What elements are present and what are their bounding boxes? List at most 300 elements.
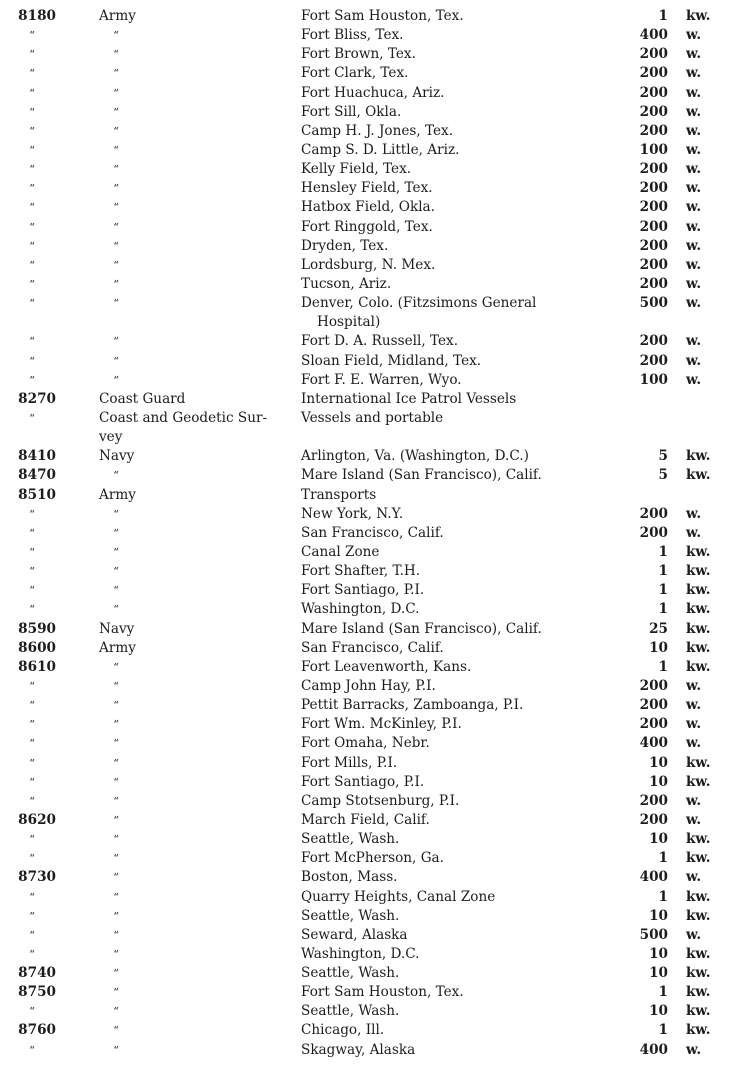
location-cell [301, 294, 591, 332]
frequency-cell: “ [29, 1005, 35, 1019]
table-row [0, 849, 729, 868]
service-text: “ [113, 1024, 119, 1038]
power-value: 200 [639, 46, 668, 63]
power-value: 200 [639, 792, 668, 809]
power-value: 10 [649, 831, 668, 848]
table-row [0, 907, 729, 926]
power-unit: kw. [686, 448, 711, 465]
service-cell [106, 275, 126, 294]
location-cell [301, 543, 591, 562]
location-text: Fort Sam Houston, Tex. [301, 984, 464, 1001]
service-text: “ [113, 833, 119, 847]
service-text: “ [113, 239, 119, 253]
power-value: 200 [639, 65, 668, 82]
power-value: 200 [639, 677, 668, 694]
location-text: Fort Huachuca, Ariz. [301, 84, 445, 101]
frequency-cell: “ [29, 201, 35, 215]
frequency-cell: 8270 [18, 390, 56, 407]
service-text: “ [113, 699, 119, 713]
location-cell [301, 868, 591, 887]
power-unit: w. [686, 352, 702, 369]
frequency-cell: “ [29, 545, 35, 559]
service-cell [106, 849, 126, 868]
service-cell [99, 620, 294, 639]
location-cell [301, 677, 591, 696]
power-unit: w. [686, 811, 702, 828]
location-cell [301, 103, 591, 122]
location-cell [301, 45, 591, 64]
power-value: 200 [639, 237, 668, 254]
frequency-cell: 8590 [18, 620, 56, 637]
table-row [0, 179, 729, 198]
power-value: 200 [639, 275, 668, 292]
location-text: International Ice Patrol Vessels [301, 390, 517, 407]
location-cell [301, 179, 591, 198]
frequency-cell: “ [29, 794, 35, 808]
service-cell [99, 639, 294, 658]
location-cell [301, 1021, 591, 1040]
table-row [0, 64, 729, 83]
service-text: Army [99, 486, 136, 503]
power-unit: w. [686, 505, 702, 522]
power-value: 200 [639, 180, 668, 197]
table-row [0, 256, 729, 275]
location-cell [301, 371, 591, 390]
service-text: “ [113, 660, 119, 674]
table-row [0, 868, 729, 887]
frequency-cell: “ [29, 603, 35, 617]
power-unit: w. [686, 524, 702, 541]
table-row [0, 562, 729, 581]
location-cell [301, 811, 591, 830]
table-row [0, 773, 729, 792]
location-text: Fort Wm. McKinley, P.I. [301, 716, 462, 733]
location-text: Fort Santiago, P.I. [301, 773, 425, 790]
power-unit: w. [686, 46, 702, 63]
frequency-cell: 8730 [18, 869, 56, 886]
power-value: 1 [658, 543, 668, 560]
service-cell [106, 562, 126, 581]
service-cell [106, 103, 126, 122]
table-row [0, 103, 729, 122]
location-text: Fort F. E. Warren, Wyo. [301, 371, 462, 388]
service-cell [106, 830, 126, 849]
table-row [0, 45, 729, 64]
service-text: “ [113, 871, 119, 885]
service-cell [106, 983, 126, 1002]
service-cell [106, 1021, 126, 1040]
frequency-cell: “ [29, 182, 35, 196]
location-cell [301, 26, 591, 45]
location-cell [301, 256, 591, 275]
power-value: 1 [658, 563, 668, 580]
frequency-cell: “ [29, 565, 35, 579]
service-text: “ [113, 163, 119, 177]
power-value: 400 [639, 869, 668, 886]
frequency-cell: “ [29, 411, 35, 425]
service-cell [106, 371, 126, 390]
service-cell [106, 715, 126, 734]
service-text: “ [113, 67, 119, 81]
power-value: 200 [639, 811, 668, 828]
service-text: “ [113, 469, 119, 483]
service-text: “ [113, 29, 119, 43]
service-cell [106, 466, 126, 485]
power-value: 1 [658, 984, 668, 1001]
service-cell [106, 26, 126, 45]
power-value: 100 [639, 371, 668, 388]
service-cell [106, 198, 126, 217]
power-value: 200 [639, 333, 668, 350]
service-cell [106, 600, 126, 619]
location-text: Fort Sam Houston, Tex. [301, 8, 464, 24]
frequency-cell: 8610 [18, 658, 56, 675]
location-text: Fort Mills, P.I. [301, 754, 398, 771]
location-text: Washington, D.C. [301, 601, 420, 618]
location-text: Skagway, Alaska [301, 1041, 416, 1058]
table-row [0, 543, 729, 562]
location-cell [301, 84, 591, 103]
service-text: “ [113, 737, 119, 751]
frequency-cell: “ [29, 737, 35, 751]
power-value: 200 [639, 218, 668, 235]
table-row [0, 1041, 729, 1060]
location-text: Fort D. A. Russell, Tex. [301, 333, 459, 350]
power-unit: w. [686, 180, 702, 197]
power-value: 200 [639, 256, 668, 273]
table-row [0, 964, 729, 983]
service-cell [106, 1002, 126, 1021]
power-unit: kw. [686, 658, 711, 675]
power-unit: w. [686, 275, 702, 292]
service-text: “ [113, 258, 119, 272]
location-text: Chicago, Ill. [301, 1022, 385, 1039]
location-text: Denver, Colo. (Fitzsimons General [301, 295, 537, 312]
service-cell [106, 332, 126, 351]
power-value: 200 [639, 505, 668, 522]
station-table [0, 7, 729, 1060]
frequency-cell: “ [29, 928, 35, 942]
power-value: 25 [649, 620, 668, 637]
location-cell [301, 486, 591, 505]
location-cell [301, 773, 591, 792]
location-text: Sloan Field, Midland, Tex. [301, 352, 482, 369]
location-cell [301, 620, 591, 639]
service-text: “ [113, 756, 119, 770]
location-text: Mare Island (San Francisco), Calif. [301, 620, 542, 637]
location-text: Seattle, Wash. [301, 965, 400, 982]
power-unit: kw. [686, 8, 711, 24]
power-unit: w. [686, 237, 702, 254]
service-cell [106, 888, 126, 907]
location-text: Lordsburg, N. Mex. [301, 256, 436, 273]
table-row [0, 371, 729, 390]
table-row [0, 237, 729, 256]
frequency-cell: 8180 [18, 8, 56, 24]
location-cell [301, 275, 591, 294]
power-value: 10 [649, 1003, 668, 1020]
service-cell [106, 792, 126, 811]
location-text: Boston, Mass. [301, 869, 398, 886]
power-unit: w. [686, 218, 702, 235]
power-unit: w. [686, 27, 702, 44]
table-row [0, 600, 729, 619]
location-cell [301, 754, 591, 773]
frequency-cell: “ [29, 220, 35, 234]
frequency-cell: “ [29, 163, 35, 177]
table-row [0, 524, 729, 543]
location-cell [301, 1041, 591, 1060]
table-row [0, 1002, 729, 1021]
service-text: “ [113, 297, 119, 311]
location-cell [301, 447, 591, 466]
frequency-cell: “ [29, 833, 35, 847]
frequency-cell: “ [29, 679, 35, 693]
service-cell [106, 677, 126, 696]
service-text: “ [113, 813, 119, 827]
table-row [0, 715, 729, 734]
location-cell [301, 945, 591, 964]
frequency-cell: 8470 [18, 467, 56, 484]
power-unit: kw. [686, 888, 711, 905]
location-text: Camp Stotsenburg, P.I. [301, 792, 460, 809]
service-text: “ [113, 373, 119, 387]
service-cell [106, 141, 126, 160]
power-unit: kw. [686, 984, 711, 1001]
location-cell [301, 390, 591, 409]
power-unit: kw. [686, 945, 711, 962]
service-text: Navy [99, 448, 135, 465]
service-text: “ [113, 565, 119, 579]
location-cell [301, 888, 591, 907]
service-cell [106, 811, 126, 830]
service-text: “ [113, 1043, 119, 1057]
table-row [0, 1021, 729, 1040]
service-cell [106, 256, 126, 275]
frequency-cell: “ [29, 775, 35, 789]
power-value: 10 [649, 639, 668, 656]
location-cell [301, 830, 591, 849]
location-cell [301, 696, 591, 715]
service-text: “ [113, 86, 119, 100]
service-continuation: vey [99, 429, 123, 446]
location-text: Seattle, Wash. [301, 831, 400, 848]
power-value: 400 [639, 735, 668, 752]
service-text: “ [113, 967, 119, 981]
frequency-cell: “ [29, 909, 35, 923]
location-cell [301, 409, 591, 428]
service-text: “ [113, 718, 119, 732]
service-text: “ [113, 124, 119, 138]
power-unit: kw. [686, 965, 711, 982]
table-row [0, 409, 729, 447]
location-text: Hensley Field, Tex. [301, 180, 433, 197]
service-cell [106, 907, 126, 926]
power-unit: kw. [686, 563, 711, 580]
service-cell [106, 524, 126, 543]
service-cell [106, 505, 126, 524]
table-row [0, 792, 729, 811]
service-text: “ [113, 220, 119, 234]
power-unit: kw. [686, 467, 711, 484]
location-text: Vessels and portable [301, 409, 444, 426]
location-cell [301, 218, 591, 237]
service-cell [106, 1041, 126, 1060]
service-text: Navy [99, 620, 135, 637]
location-cell [301, 198, 591, 217]
frequency-cell: “ [29, 756, 35, 770]
location-text: Tucson, Ariz. [301, 275, 392, 292]
table-row [0, 141, 729, 160]
service-text: “ [113, 909, 119, 923]
location-text: San Francisco, Calif. [301, 524, 444, 541]
table-row [0, 294, 729, 332]
power-unit: w. [686, 1041, 702, 1058]
table-row [0, 658, 729, 677]
location-text: Washington, D.C. [301, 945, 420, 962]
location-text: Fort Clark, Tex. [301, 65, 409, 82]
power-unit: w. [686, 161, 702, 178]
service-cell [106, 84, 126, 103]
service-text: “ [113, 986, 119, 1000]
power-value: 1 [658, 601, 668, 618]
location-cell [301, 332, 591, 351]
location-text: Fort Ringgold, Tex. [301, 218, 433, 235]
service-cell [106, 45, 126, 64]
service-text: “ [113, 277, 119, 291]
power-unit: kw. [686, 1003, 711, 1020]
location-text: Seward, Alaska [301, 926, 408, 943]
service-cell [106, 294, 126, 313]
location-cell [301, 562, 591, 581]
location-cell [301, 141, 591, 160]
service-text: “ [113, 679, 119, 693]
power-unit: w. [686, 792, 702, 809]
service-text: “ [113, 143, 119, 157]
power-value: 500 [639, 926, 668, 943]
table-row [0, 84, 729, 103]
power-unit: w. [686, 333, 702, 350]
location-cell [301, 792, 591, 811]
service-text: “ [113, 1005, 119, 1019]
service-cell [106, 581, 126, 600]
power-value: 1 [658, 8, 668, 24]
table-row [0, 945, 729, 964]
location-cell [301, 983, 591, 1002]
table-row [0, 754, 729, 773]
location-cell [301, 639, 591, 658]
power-unit: w. [686, 926, 702, 943]
frequency-cell: “ [29, 297, 35, 311]
service-text: “ [113, 182, 119, 196]
location-cell [301, 734, 591, 753]
frequency-cell: “ [29, 124, 35, 138]
service-text: “ [113, 947, 119, 961]
location-cell [301, 907, 591, 926]
location-cell [301, 926, 591, 945]
service-cell [99, 447, 294, 466]
power-unit: kw. [686, 1022, 711, 1039]
power-unit: w. [686, 677, 702, 694]
frequency-cell: 8620 [18, 811, 56, 828]
frequency-cell: 8600 [18, 639, 56, 656]
service-cell [106, 945, 126, 964]
service-cell [106, 122, 126, 141]
power-value: 10 [649, 945, 668, 962]
location-cell [301, 1002, 591, 1021]
service-text: Army [99, 639, 136, 656]
table-row [0, 639, 729, 658]
service-cell [106, 696, 126, 715]
service-cell [106, 964, 126, 983]
service-text: “ [113, 545, 119, 559]
frequency-cell: “ [29, 507, 35, 521]
location-text: Camp John Hay, P.I. [301, 677, 436, 694]
location-cell [301, 160, 591, 179]
power-value: 500 [639, 295, 668, 312]
service-cell [99, 390, 294, 409]
location-cell [301, 964, 591, 983]
location-text: Canal Zone [301, 543, 380, 560]
power-unit: w. [686, 141, 702, 158]
power-value: 200 [639, 122, 668, 139]
service-text: “ [113, 335, 119, 349]
power-unit: w. [686, 697, 702, 714]
location-cell [301, 849, 591, 868]
frequency-cell: 8410 [18, 448, 56, 465]
location-text: San Francisco, Calif. [301, 639, 444, 656]
service-text: Coast and Geodetic Sur- [99, 409, 268, 426]
power-unit: w. [686, 716, 702, 733]
location-cell [301, 7, 591, 26]
frequency-cell: 8740 [18, 965, 56, 982]
frequency-cell: “ [29, 48, 35, 62]
service-cell [106, 734, 126, 753]
service-text: Coast Guard [99, 390, 186, 407]
power-unit: w. [686, 869, 702, 886]
service-text: “ [113, 852, 119, 866]
power-unit: kw. [686, 620, 711, 637]
frequency-cell: “ [29, 258, 35, 272]
power-unit: kw. [686, 582, 711, 599]
frequency-cell: 8760 [18, 1022, 56, 1039]
power-value: 400 [639, 1041, 668, 1058]
location-text: Fort Leavenworth, Kans. [301, 658, 472, 675]
service-cell [106, 160, 126, 179]
power-value: 5 [658, 448, 668, 465]
location-cell [301, 505, 591, 524]
table-row [0, 696, 729, 715]
location-cell [301, 237, 591, 256]
location-text: Fort Bliss, Tex. [301, 27, 404, 44]
power-unit: kw. [686, 639, 711, 656]
frequency-cell: 8750 [18, 984, 56, 1001]
frequency-cell: “ [29, 86, 35, 100]
location-text: Fort McPherson, Ga. [301, 850, 444, 867]
location-cell [301, 352, 591, 371]
location-text: Fort Brown, Tex. [301, 46, 416, 63]
power-value: 100 [639, 141, 668, 158]
table-row [0, 7, 729, 26]
power-value: 1 [658, 1022, 668, 1039]
power-value: 200 [639, 697, 668, 714]
power-value: 10 [649, 773, 668, 790]
table-row [0, 734, 729, 753]
location-text: Quarry Heights, Canal Zone [301, 888, 496, 905]
frequency-cell: “ [29, 105, 35, 119]
table-row [0, 122, 729, 141]
power-value: 5 [658, 467, 668, 484]
